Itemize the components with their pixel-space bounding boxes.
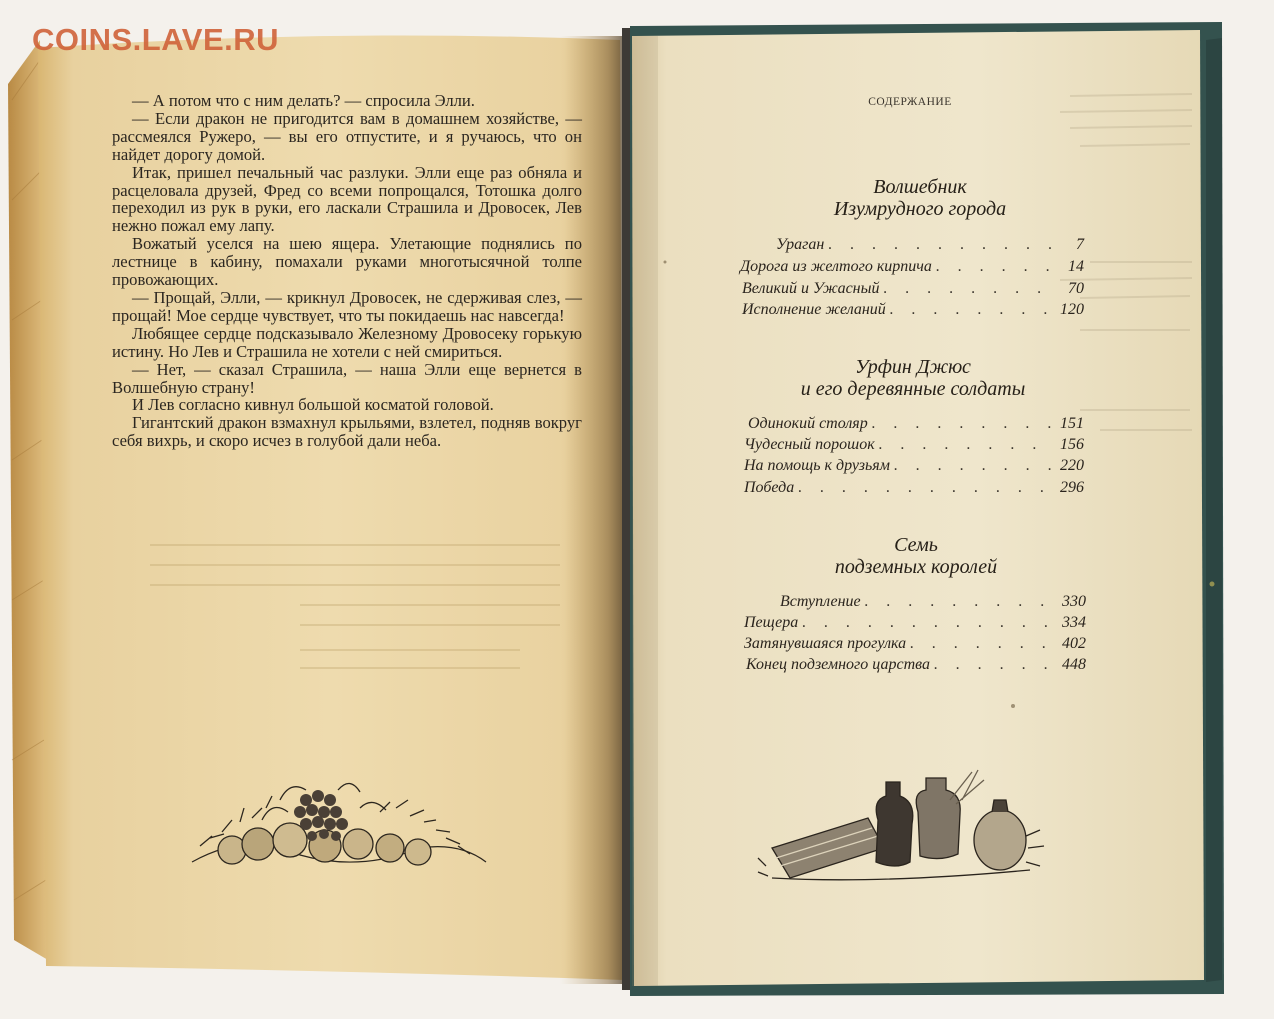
paragraph: — Нет, — сказал Страшила, — наша Элли еще вернется в Волшебную страну! xyxy=(112,359,582,397)
section-title xyxy=(720,176,1120,220)
left-page-text xyxy=(112,92,582,450)
toc-entry-page: 70 xyxy=(1068,280,1084,297)
toc-leader-dots xyxy=(894,457,1054,475)
toc-leader-dots xyxy=(890,301,1054,319)
section-title-line: Изумрудного города xyxy=(833,198,1007,220)
toc-entry-title: Исполнение желаний xyxy=(742,301,886,318)
toc-entry-title: Ураган xyxy=(776,236,825,253)
toc-entry[interactable] xyxy=(744,635,1086,655)
toc-entry-page: 151 xyxy=(1060,415,1084,432)
toc-leader-dots xyxy=(936,258,1054,276)
toc-leader-dots xyxy=(872,415,1054,433)
watermark: COINS.LAVE.RU xyxy=(32,22,280,57)
paragraph: — Если дракон не пригодится вам в домашнем хозяйстве, — рассмеялся Ружеро, — вы его отпустите, и я ручаюсь, что он найдет дорогу домой. xyxy=(112,108,582,164)
toc-entry[interactable] xyxy=(740,258,1084,278)
toc-leader-dots xyxy=(879,436,1054,454)
section-title-line: Волшебник xyxy=(873,176,967,198)
toc-leader-dots xyxy=(798,479,1054,497)
right-page xyxy=(632,30,1204,986)
toc-entry-page: 120 xyxy=(1060,301,1084,318)
toc-entry-page: 7 xyxy=(1076,236,1084,253)
paragraph: Вожатый уселся на шею ящера. Улетающие поднялись по лестнице в кабину, помахали руками многотысячной толпе провожающих. xyxy=(112,234,582,290)
toc-entry-title: Затянувшаяся прогулка xyxy=(744,635,907,652)
paragraph: Любящее сердце подсказывало Железному Дровосеку горькую истину. Но Лев и Страшила не хотели с ней смириться. xyxy=(112,323,582,361)
toc-entry-title: Одинокий столяр xyxy=(748,415,868,432)
toc-entry[interactable] xyxy=(748,415,1084,435)
paragraph: И Лев согласно кивнул большой косматой головой. xyxy=(132,395,494,415)
toc-leader-dots xyxy=(910,635,1056,653)
section-title-line: и его деревянные солдаты xyxy=(800,378,1026,400)
toc-entry-page: 334 xyxy=(1062,614,1086,631)
toc-entry-page: 220 xyxy=(1060,457,1084,474)
toc-entry-title: Чудесный порошок xyxy=(744,436,875,453)
toc-leader-dots xyxy=(865,593,1056,611)
toc-entry-title: Вступление xyxy=(780,593,861,610)
section-title-line: подземных королей xyxy=(834,556,998,578)
toc-leader-dots xyxy=(883,280,1054,298)
toc-entry-title: Дорога из желтого кирпича xyxy=(740,258,932,275)
toc-entry-page: 14 xyxy=(1068,258,1084,275)
toc-leader-dots xyxy=(828,236,1054,254)
toc-entry-page: 448 xyxy=(1062,656,1086,673)
section-title xyxy=(713,356,1113,400)
toc-entry[interactable] xyxy=(746,656,1086,676)
toc-entry[interactable] xyxy=(744,479,1084,499)
paragraph: Итак, пришел печальный час разлуки. Элли еще раз обняла и расцеловала друзей, Фред со всеми попрощался, Тотошка долго переходил из рук в руки, его ласкали Страшила и Дровосек, Лев нежно пожал ему лапу. xyxy=(112,162,582,236)
toc-entry-title: Победа xyxy=(744,479,795,496)
toc-entry-page: 156 xyxy=(1060,436,1084,453)
toc-entry-page: 330 xyxy=(1062,593,1086,610)
paragraph: Гигантский дракон взмахнул крыльями, взлетел, подняв вокруг себя вихрь, и скоро исчез в голубой дали неба. xyxy=(112,413,582,451)
toc-entry-page: 296 xyxy=(1060,479,1084,496)
paragraph: — А потом что с ним делать? — спросила Элли. xyxy=(132,91,475,110)
toc-entry-title: Пещера xyxy=(744,614,799,631)
section-title xyxy=(716,534,1116,578)
toc-entry[interactable] xyxy=(776,236,1084,256)
section-title-line: Урфин Джюс xyxy=(855,356,971,378)
toc-entry[interactable] xyxy=(780,593,1086,613)
toc-entry[interactable] xyxy=(742,301,1084,321)
toc-entry[interactable] xyxy=(744,614,1086,634)
toc-entry[interactable] xyxy=(744,436,1084,456)
toc-heading: СОДЕРЖАНИЕ xyxy=(868,96,952,108)
toc-entry-title: На помощь к друзьям xyxy=(744,457,890,474)
toc-leader-dots xyxy=(802,614,1056,632)
toc-entry[interactable] xyxy=(742,280,1084,300)
toc-entry-title: Конец подземного царства xyxy=(746,656,930,673)
toc-entry[interactable] xyxy=(744,457,1084,477)
paragraph: — Прощай, Элли, — крикнул Дровосек, не сдерживая слез, — прощай! Мое сердце чувствует, что ты покидаешь нас навсегда! xyxy=(112,287,582,325)
toc-leader-dots xyxy=(934,656,1056,674)
toc-entry-page: 402 xyxy=(1062,635,1086,652)
section-title-line: Семь xyxy=(894,534,938,556)
toc-entry-title: Великий и Ужасный xyxy=(742,280,880,297)
